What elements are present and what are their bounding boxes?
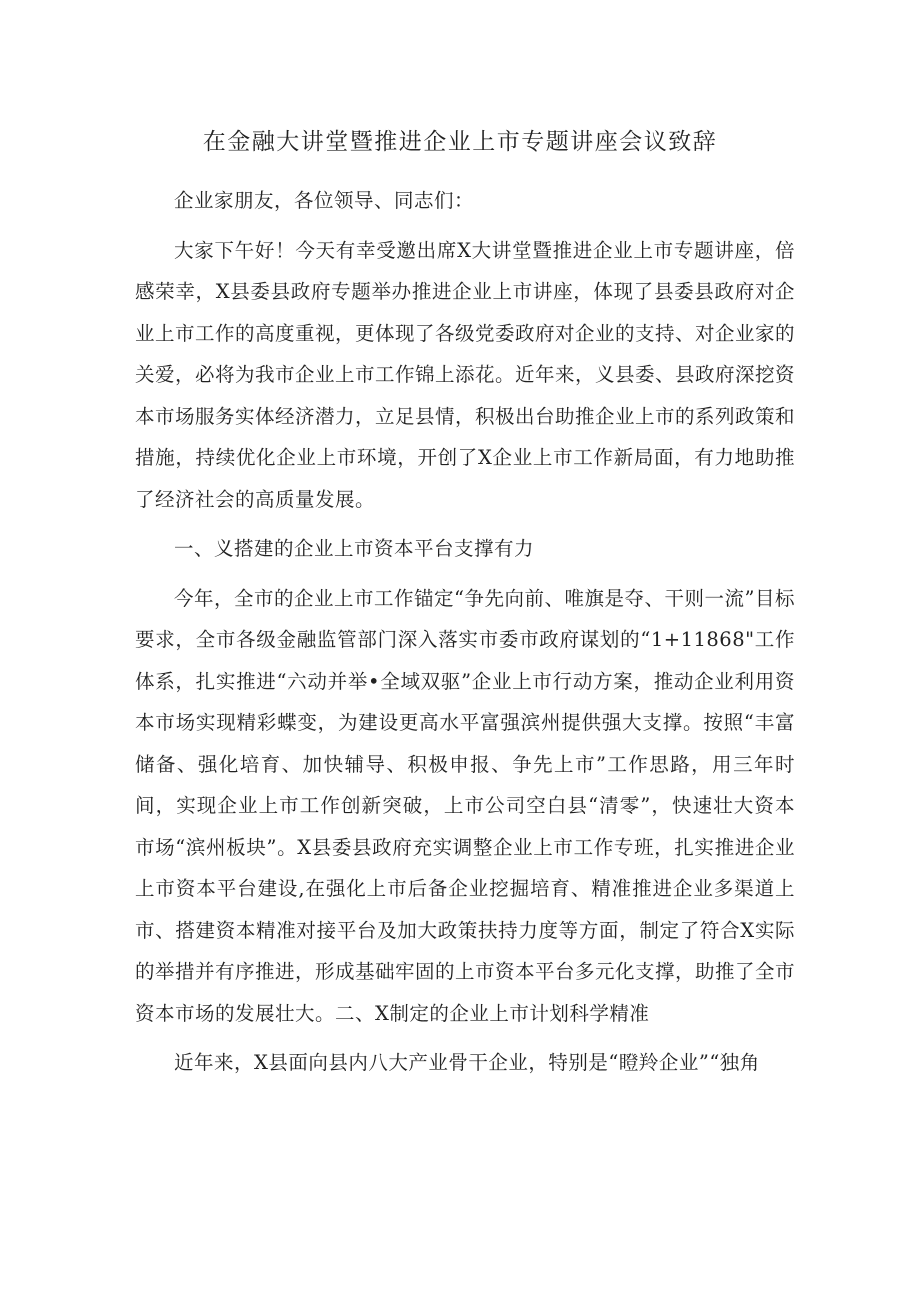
document-body bbox=[135, 180, 795, 1084]
section-heading-1: 一、义搭建的企业上市资本平台支撑有力 bbox=[174, 537, 535, 560]
paragraph-greeting: 大家下午好！今天有幸受邀出席X大讲堂暨推进企业上市专题讲座，倍感荣幸，X县委县政府专题举办推进企业上市讲座，体现了县委县政府对企业上市工作的高度重视，更体现了各级党委政府对企业的支持、对企业家的关爱，必将为我市企业上市工作锦上添花。近年来，义县委、县政府深挖资本市场服务实体经济潜力，立足县情，积极出台助推企业上市的系列政策和措施，持续优化企业上市环境，开创了X企业上市工作新局面，有力地助推了经济社会的高质量发展。 bbox=[135, 238, 796, 511]
document-title: 在金融大讲堂暨推进企业上市专题讲座会议致辞 bbox=[202, 129, 718, 155]
paragraph-section-2-start: 近年来，X县面向县内八大产业骨干企业，特别是“瞪羚企业”“独角 bbox=[174, 1051, 760, 1074]
salutation: 企业家朋友，各位领导、同志们： bbox=[174, 189, 475, 212]
paragraph-section-1: 今年，全市的企业上市工作锚定“争先向前、唯旗是夺、干则一流”目标要求，全市各级金融监管部门深入落实市委市政府谋划的“1+11868"工作体系，扎实推进“六动并举•全域双驱”企业上市行动方案，推动企业利用资本市场实现精彩蝶变，为建设更高水平富强滨州提供强大支撑。按照“丰富储备、强化培育、加快辅导、积极申报、争先上市”工作思路，用三年时间，实现企业上市工作创新突破，上市公司空白县“清零”，快速壮大资本市场“滨州板块”。X县委县政府充实调整企业上市工作专班，扎实推进企业上市资本平台建设,在强化上市后备企业挖掘培育、精准推进企业多渠道上市、搭建资本精准对接平台及加大政策扶持力度等方面，制定了符合X实际的举措并有序推进，形成基础牢固的上市资本平台多元化支撑，助推了全市资本市场的发展壮大。二、X制定的企业上市计划科学精准 bbox=[135, 586, 796, 1025]
